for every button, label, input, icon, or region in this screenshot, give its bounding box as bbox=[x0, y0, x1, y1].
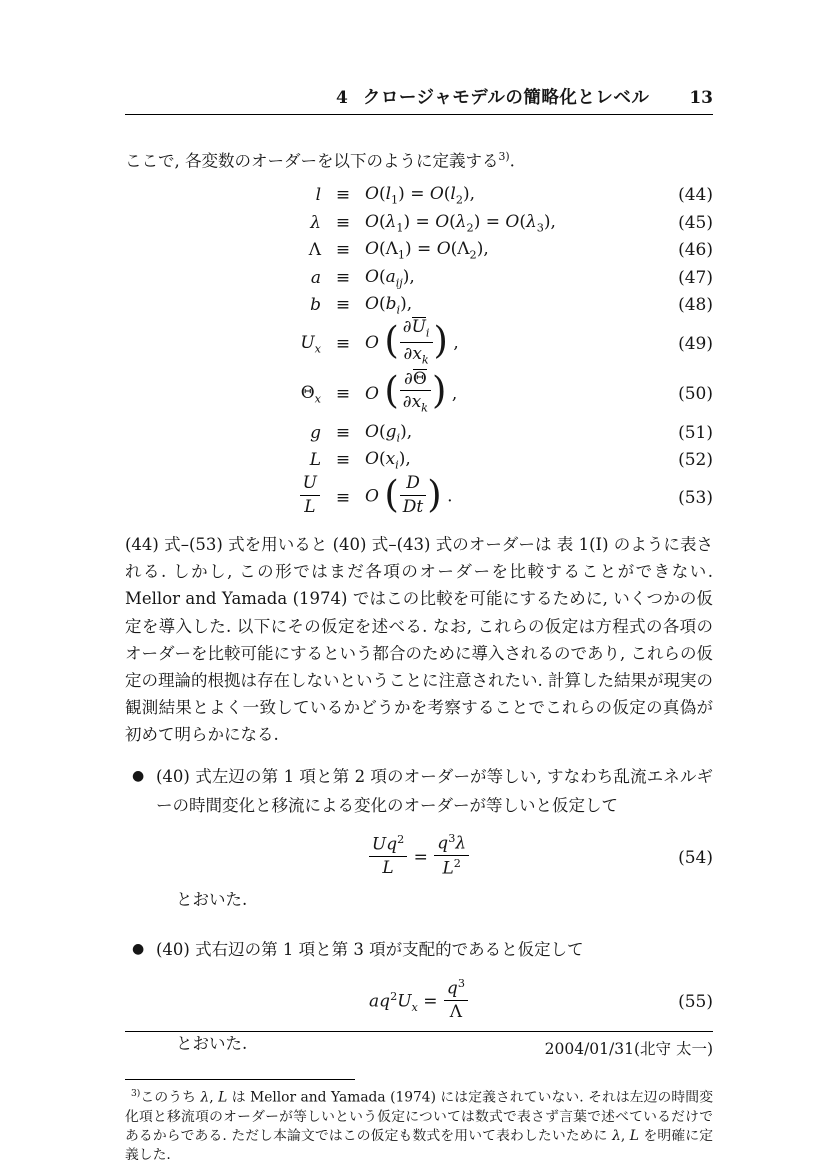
footer-rule bbox=[125, 1031, 713, 1032]
equation-lhs: $\Theta_x$ bbox=[300, 382, 321, 406]
equation-rhs: $O(\lambda_1) = O(\lambda_2) = O(\lambda_3)$, bbox=[365, 211, 556, 234]
assumption-list bbox=[125, 762, 713, 1058]
bullet-text: (40) 式左辺の第 1 項と第 2 項のオーダーが等しい, すなわち乱流エネルギーの時間変化と移流による変化のオーダーが等しいと仮定して bbox=[156, 766, 713, 815]
footnote-rule bbox=[125, 1079, 355, 1080]
header-rule bbox=[125, 114, 713, 115]
equation-number: (46) bbox=[678, 240, 713, 261]
equation-body: $\frac{Uq^2}{L}$ = $\frac{q^3\lambda}{L^2}$ bbox=[368, 834, 470, 882]
equation-number: (50) bbox=[678, 384, 713, 404]
equation-lhs: $\frac{U}{L}$ bbox=[125, 475, 321, 519]
equation-row-47 bbox=[125, 264, 713, 292]
equation-number: (47) bbox=[678, 267, 713, 288]
page-footer bbox=[125, 1031, 713, 1059]
equation-number: (51) bbox=[678, 422, 713, 443]
equation-rhs: $O(g_i)$, bbox=[365, 421, 413, 444]
bullet-icon: ● bbox=[132, 767, 145, 784]
footnote bbox=[125, 1085, 713, 1166]
equivalence-symbol: ≡ bbox=[335, 384, 351, 404]
page-header bbox=[125, 84, 713, 109]
equation-body: $aq^2U_x$ = $\frac{q^3}{\Lambda}$ bbox=[369, 979, 469, 1025]
body-paragraph: (44) 式–(53) 式を用いると (40) 式–(43) 式のオーダーは 表 1(I) のように表される. しかし, この形ではまだ各項のオーダーを比較することができない. Mellor and Yamada (1974) ではこの比較を可能にするために, いくつかの仮定を導入した. 以下にその仮定を述べる. なお, これらの仮定は方程式の各項のオーダーを比較可能にするという都合のために導入されるのであり, これらの仮定の理論的根拠は存在しないということに注意されたい. 計算した結果が現実の観測結果とよく一致しているかどうかを考察することでこれらの仮定の真偽が初めて明らかになる. bbox=[125, 535, 713, 745]
equation-lhs: λ bbox=[310, 212, 321, 233]
equation-row-45 bbox=[125, 209, 713, 237]
section-number: 4 bbox=[336, 88, 348, 108]
bullet-item-2 bbox=[125, 935, 713, 964]
equivalence-symbol: ≡ bbox=[335, 212, 351, 233]
equation-number: (52) bbox=[678, 450, 713, 471]
equation-lhs: L bbox=[309, 450, 321, 471]
equation-lhs: a bbox=[310, 267, 321, 288]
equation-lhs: l bbox=[315, 185, 321, 206]
footnote-text: このうち λ, L は Mellor and Yamada (1974) には定義されていない. それは左辺の時間変化項と移流項のオーダーが等しいという仮定については数式で表さず言葉で述べているだけであるからである. ただし本論文ではこの仮定も数式を用いて表わしたいために λ, L を明確に定義した. bbox=[125, 1089, 713, 1164]
equivalence-symbol: ≡ bbox=[335, 240, 351, 261]
equation-rhs: $O(b_i)$, bbox=[365, 294, 413, 317]
display-equation-54 bbox=[125, 833, 713, 883]
equation-block bbox=[125, 182, 713, 522]
equation-row-50 bbox=[125, 369, 713, 419]
equation-row-48 bbox=[125, 292, 713, 320]
display-equation-55 bbox=[125, 977, 713, 1027]
equivalence-symbol: ≡ bbox=[335, 185, 351, 206]
equation-rhs: O ( $\frac{D}{Dt}$ ) . bbox=[365, 472, 453, 517]
page-number: 13 bbox=[689, 88, 713, 108]
equation-follow-text: とおいた. bbox=[176, 1033, 248, 1053]
equation-follow-text: とおいた. bbox=[176, 889, 248, 909]
equation-rhs: $O(a_{ij})$, bbox=[365, 266, 415, 289]
equivalence-symbol: ≡ bbox=[335, 295, 351, 316]
equivalence-symbol: ≡ bbox=[335, 487, 351, 508]
equation-row-46 bbox=[125, 237, 713, 265]
equivalence-symbol: ≡ bbox=[335, 334, 351, 354]
bullet-item-1 bbox=[125, 762, 713, 820]
footnote-marker: 3) bbox=[131, 1088, 141, 1099]
equation-rhs: $O(l_1) = O(l_2)$, bbox=[365, 184, 476, 207]
bullet-text: (40) 式右辺の第 1 項と第 3 項が支配的であると仮定して bbox=[156, 939, 584, 959]
equation-rhs: O ( $\frac{\partial U_i}{\partial x_k}$ ) , bbox=[365, 317, 459, 366]
equation-row-44 bbox=[125, 182, 713, 210]
equation-number: (45) bbox=[678, 212, 713, 233]
equivalence-symbol: ≡ bbox=[335, 450, 351, 471]
equation-lhs: b bbox=[310, 295, 321, 316]
equation-row-52 bbox=[125, 447, 713, 475]
equivalence-symbol: ≡ bbox=[335, 267, 351, 288]
equation-lhs: g bbox=[310, 422, 321, 443]
equation-row-49 bbox=[125, 319, 713, 369]
intro-paragraph: ここで, 各変数のオーダーを以下のように定義する$^{3)}$. bbox=[125, 150, 515, 171]
footer-date-author: 2004/01/31(北守 太一) bbox=[544, 1040, 713, 1058]
equivalence-symbol: ≡ bbox=[335, 422, 351, 443]
equation-number: (54) bbox=[678, 847, 713, 868]
equation-row-53 bbox=[125, 474, 713, 521]
equation-rhs: $O(x_i)$, bbox=[365, 449, 411, 472]
equation-number: (53) bbox=[678, 487, 713, 508]
equation-number: (48) bbox=[678, 295, 713, 316]
equation-rhs: $O(\Lambda_1) = O(\Lambda_2)$, bbox=[365, 239, 489, 262]
equation-number: (55) bbox=[678, 991, 713, 1012]
equation-row-51 bbox=[125, 419, 713, 447]
equation-lhs: $U_x$ bbox=[300, 332, 321, 356]
section-title: クロージャモデルの簡略化とレベル bbox=[362, 87, 650, 107]
equation-number: (49) bbox=[678, 334, 713, 354]
equation-number: (44) bbox=[678, 185, 713, 206]
equation-lhs: Λ bbox=[308, 240, 321, 261]
bullet-icon: ● bbox=[132, 940, 145, 957]
equation-rhs: O ( $\frac{\partial\Theta}{\partial x_k}$ ) , bbox=[365, 368, 458, 415]
